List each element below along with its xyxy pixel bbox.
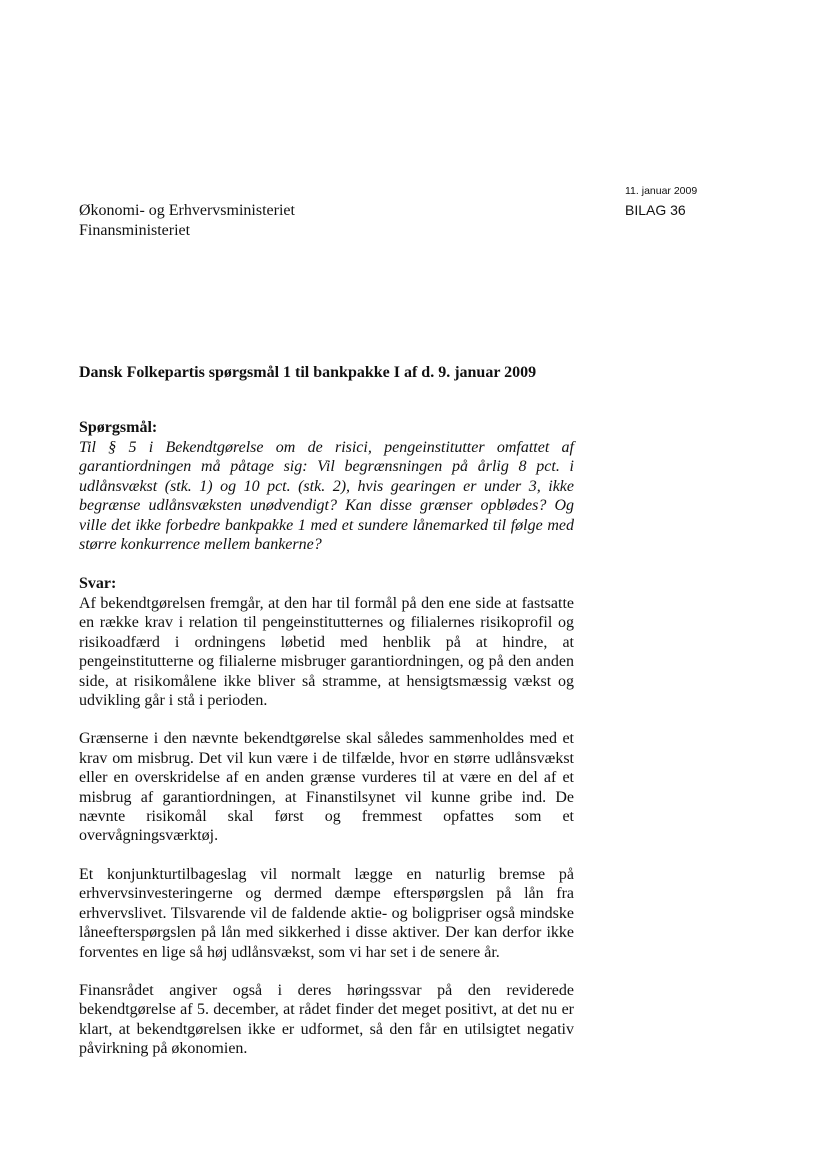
bilag-number: BILAG 36 bbox=[625, 202, 686, 218]
answer-paragraph-2: Grænserne i den nævnte bekendtgørelse skal således sammenholdes med et krav om misbrug. Det vil kun være i de tilfælde, hvor en større udlånsvækst eller en overskridelse af en anden grænse vurderes til at være en del af et misbrug af garantiordningen, at Finanstilsynet vil kunne gribe ind. De nævnte risikomål skal først og fremmest opfattes som et overvågningsværktøj. bbox=[79, 730, 574, 845]
document-date: 11. januar 2009 bbox=[625, 185, 698, 197]
sender-ministry-1: Økonomi- og Erhvervsministeriet bbox=[79, 202, 295, 219]
document-title: Dansk Folkepartis spørgsmål 1 til bankpakke I af d. 9. januar 2009 bbox=[79, 364, 537, 381]
answer-heading: Svar: bbox=[79, 575, 117, 592]
question-text: Til § 5 i Bekendtgørelse om de risici, pengeinstitutter omfattet af garantiordningen må påtage sig: Vil begrænsningen på årlig 8 pct. i udlånsvækst (stk. 1) og 10 pct. (stk. 2), hvis gearingen er under 3, ikke begrænse udlånsvæksten unødvendigt? Kan disse grænser opblødes? Og ville det ikke forbedre bankpakke 1 med et sundere lånemarked til følge med større konkurrence mellem bankerne? bbox=[79, 439, 574, 554]
sender-block bbox=[79, 201, 295, 241]
answer-section bbox=[79, 574, 574, 1059]
sender-ministry-2: Finansministeriet bbox=[79, 222, 191, 239]
document-meta bbox=[625, 184, 697, 219]
question-section bbox=[79, 418, 574, 554]
answer-paragraph-1: Af bekendtgørelsen fremgår, at den har til formål på den ene side at fastsatte en række krav i relation til pengeinstitutternes og filialernes risikoprofil og risikoadfærd i ordningens løbetid med henblik på at hindre, at pengeinstitutterne og filialerne misbruger garantiordningen, og på den anden side, at risikomålene ikke bliver så stramme, at hensigtsmæssig vækst og udvikling går i stå i perioden. bbox=[79, 595, 574, 710]
question-heading: Spørgsmål: bbox=[79, 419, 158, 436]
answer-paragraph-4: Finansrådet angiver også i deres høringssvar på den reviderede bekendtgørelse af 5. december, at rådet finder det meget positivt, at det nu er klart, at bekendtgørelsen ikke er udformet, så den får en utilsigtet negativ påvirkning på økonomien. bbox=[79, 981, 574, 1058]
answer-paragraph-3: Et konjunkturtilbageslag vil normalt lægge en naturlig bremse på erhvervsinvesteringerne og dermed dæmpe efterspørgslen på lån fra erhvervslivet. Tilsvarende vil de faldende aktie- og boligpriser også mindske låneefterspørgslen på lån med sikkerhed i disse aktiver. Der kan derfor ikke forventes en lige så høj udlånsvækst, som vi har set i de senere år. bbox=[79, 865, 574, 961]
